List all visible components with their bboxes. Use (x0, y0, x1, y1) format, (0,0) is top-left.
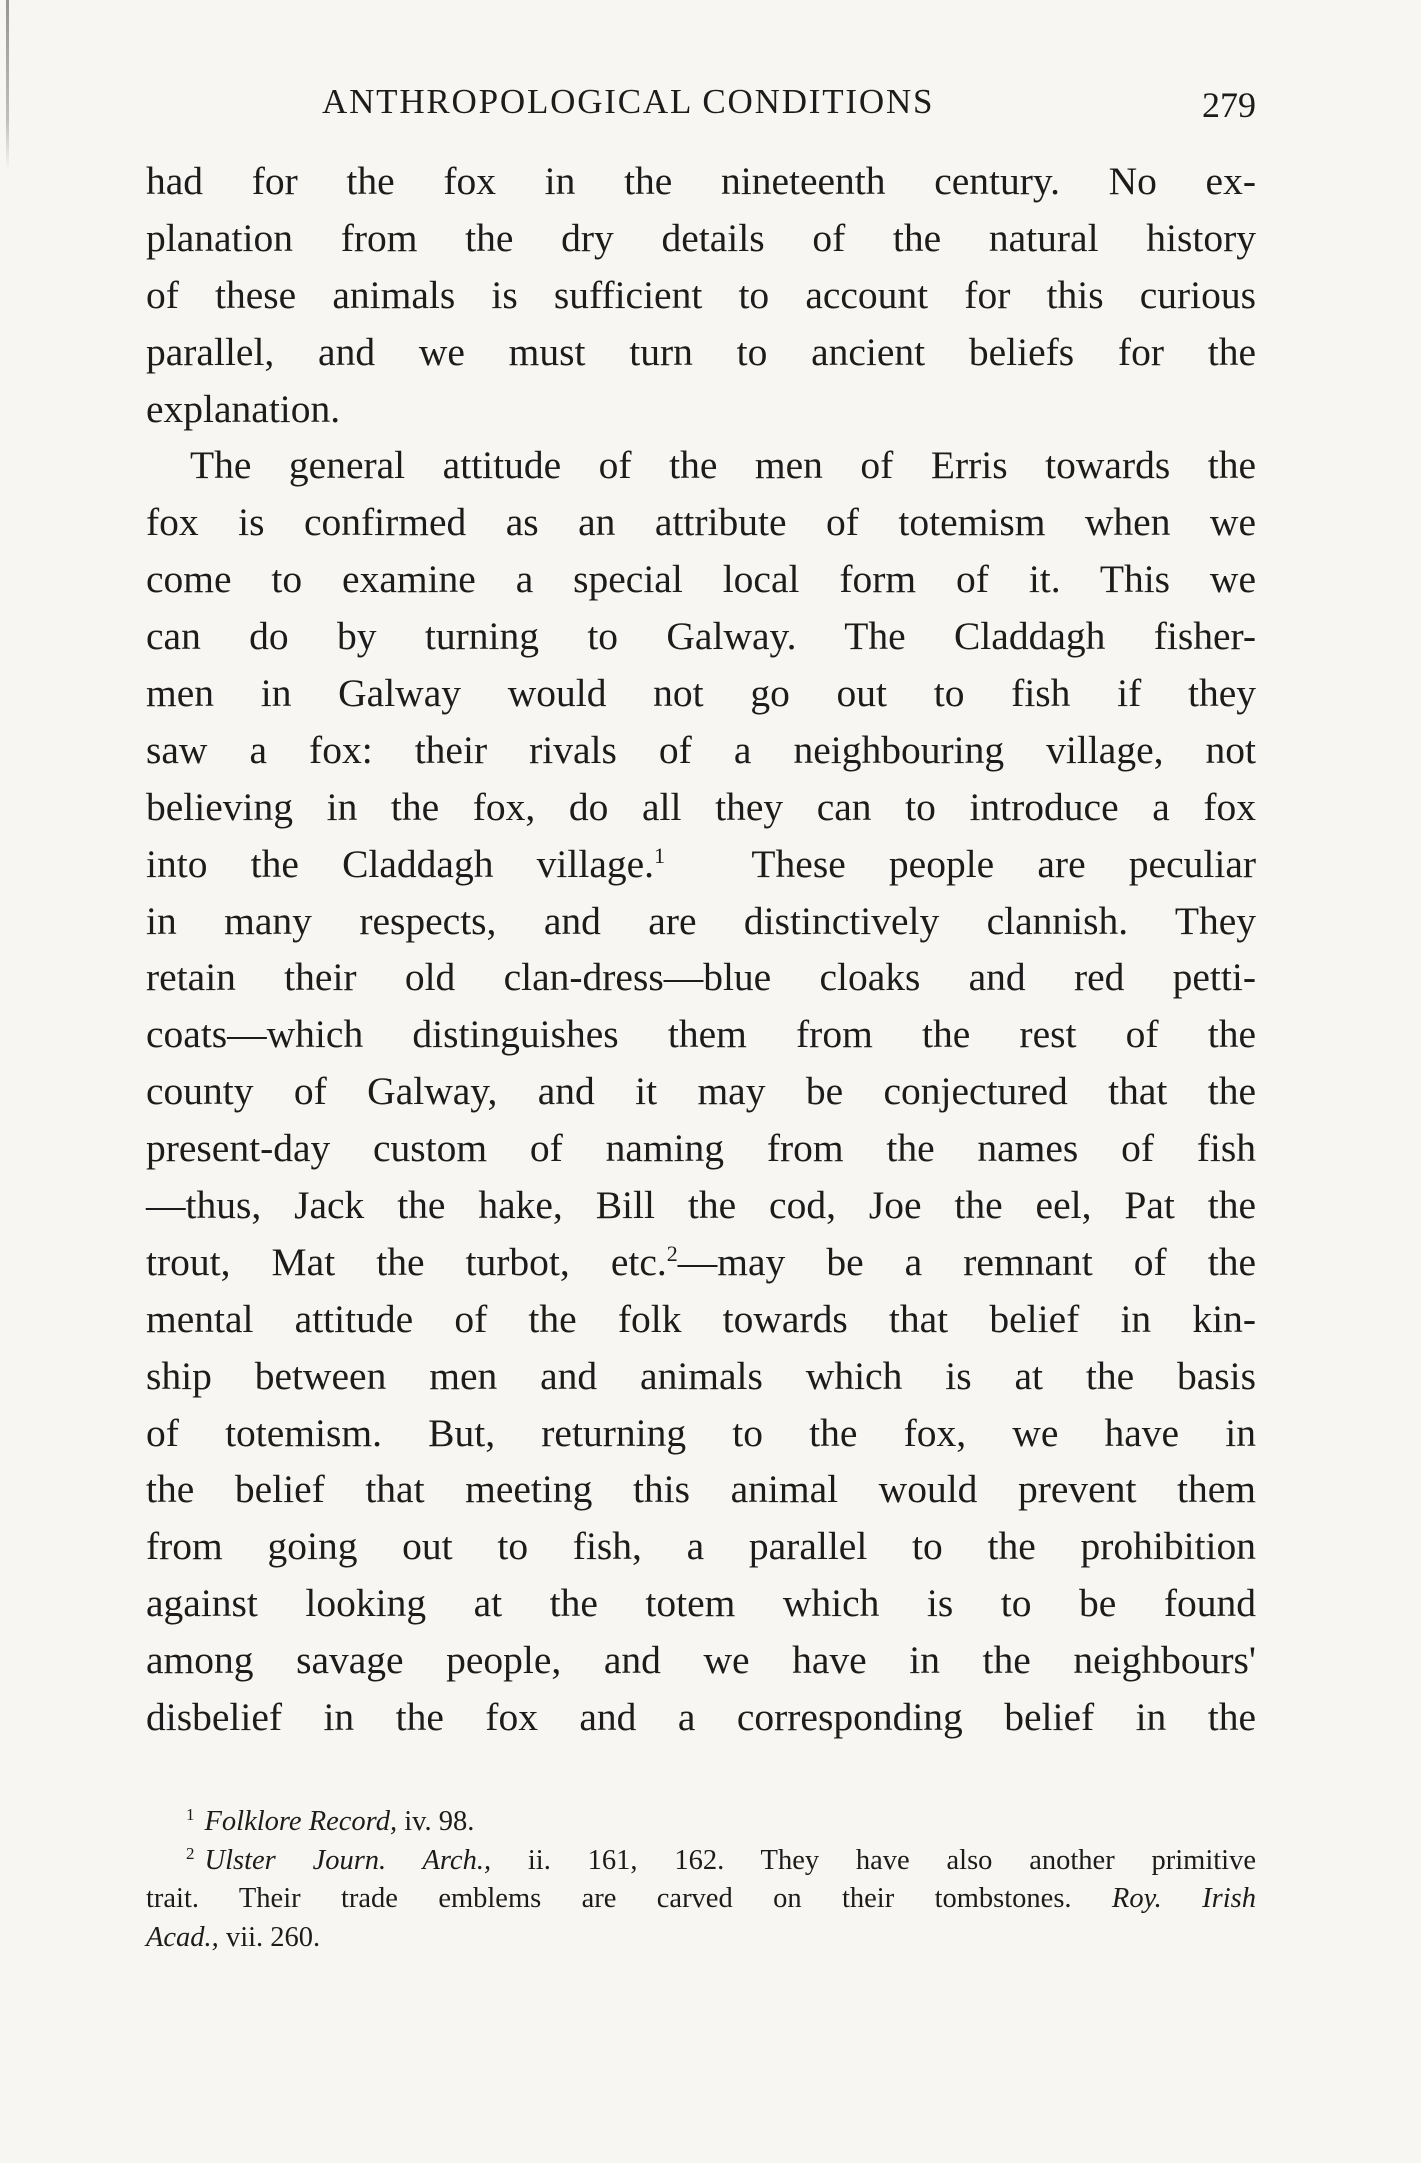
text-line: among savage people, and we have in the neighbours' (146, 1638, 1256, 1683)
text-line: had for the fox in the nineteenth century. No ex- (146, 159, 1256, 203)
text-line: believing in the fox, do all they can to introduce a fox (146, 784, 1256, 829)
citation-detail: ii. 161, 162. They have also another primitive (491, 1844, 1256, 1876)
footnote-2-continued (146, 1919, 1256, 1958)
footnote-text: trait. Their trade emblems are carved on their tombstones. (146, 1883, 1112, 1914)
text-line: can do by turning to Galway. The Claddagh fisher- (146, 614, 1256, 659)
text-line: county of Galway, and it may be conjectured that the (146, 1069, 1256, 1114)
text-line: of these animals is sufficient to account for this curious (146, 272, 1256, 317)
text-line: in many respects, and are distinctively clannish. They (146, 898, 1256, 943)
page-header (146, 82, 1256, 132)
text-line: planation from the dry details of the natural history (146, 215, 1256, 260)
text-segment: These people are peculiar (751, 841, 1257, 886)
citation-title: Folklore Record, (204, 1806, 398, 1837)
citation-title: Ulster Journ. Arch., (204, 1844, 492, 1876)
text-line: saw a fox: their rivals of a neighbouring village, not (146, 727, 1256, 772)
text-line: ship between men and animals which is at the basis (146, 1353, 1256, 1398)
footnote-ref-1: 1 (654, 842, 666, 868)
footnote-ref-2: 2 (666, 1240, 678, 1266)
footnote-mark: 2 (186, 1843, 195, 1863)
text-line: the belief that meeting this animal would prevent them (146, 1467, 1256, 1512)
page-number: 279 (1202, 85, 1256, 125)
text-line: retain their old clan-dress—blue cloaks and red petti- (146, 955, 1256, 1000)
footnote-2 (146, 1842, 1256, 1881)
citation-detail: iv. 98. (397, 1806, 475, 1837)
citation-title: Roy. Irish (1111, 1883, 1257, 1914)
footnote-1 (146, 1803, 1256, 1842)
footnote-mark: 1 (186, 1805, 195, 1824)
text-line: coats—which distinguishes them from the rest of the (146, 1012, 1256, 1057)
running-title: ANTHROPOLOGICAL CONDITIONS (322, 82, 935, 121)
text-line: explanation. (146, 386, 341, 431)
text-line: disbelief in the fox and a corresponding belief in the (146, 1695, 1256, 1740)
text-segment: trout, Mat the turbot, etc. (146, 1239, 667, 1284)
text-line: The general attitude of the men of Erris towards the (190, 443, 1256, 488)
text-line: fox is confirmed as an attribute of totemism when we (146, 500, 1256, 545)
text-line: parallel, and we must turn to ancient beliefs for the (146, 329, 1256, 374)
page-edge-shadow (6, 0, 9, 170)
text-segment: into the Claddagh village. (146, 841, 655, 886)
text-line: come to examine a special local form of it. This we (146, 557, 1256, 602)
text-segment: —may be a remnant of the (677, 1239, 1256, 1284)
body-text (146, 153, 1256, 1746)
text-line: against looking at the totem which is to be found (146, 1581, 1256, 1626)
text-line: —thus, Jack the hake, Bill the cod, Joe the eel, Pat the (146, 1183, 1256, 1228)
text-line (146, 1234, 1256, 1291)
text-line (146, 836, 1256, 893)
text-line: present-day custom of naming from the names of fish (146, 1126, 1256, 1171)
citation-title: Acad., (146, 1921, 219, 1953)
footnotes (146, 1803, 1256, 1957)
footnote-2-continued (146, 1880, 1256, 1919)
text-line: of totemism. But, returning to the fox, we have in (146, 1410, 1256, 1455)
text-line: men in Galway would not go out to fish if they (146, 671, 1256, 716)
citation-detail: vii. 260. (218, 1921, 321, 1953)
text-line: from going out to fish, a parallel to the prohibition (146, 1524, 1256, 1569)
text-line: mental attitude of the folk towards that belief in kin- (146, 1296, 1256, 1341)
